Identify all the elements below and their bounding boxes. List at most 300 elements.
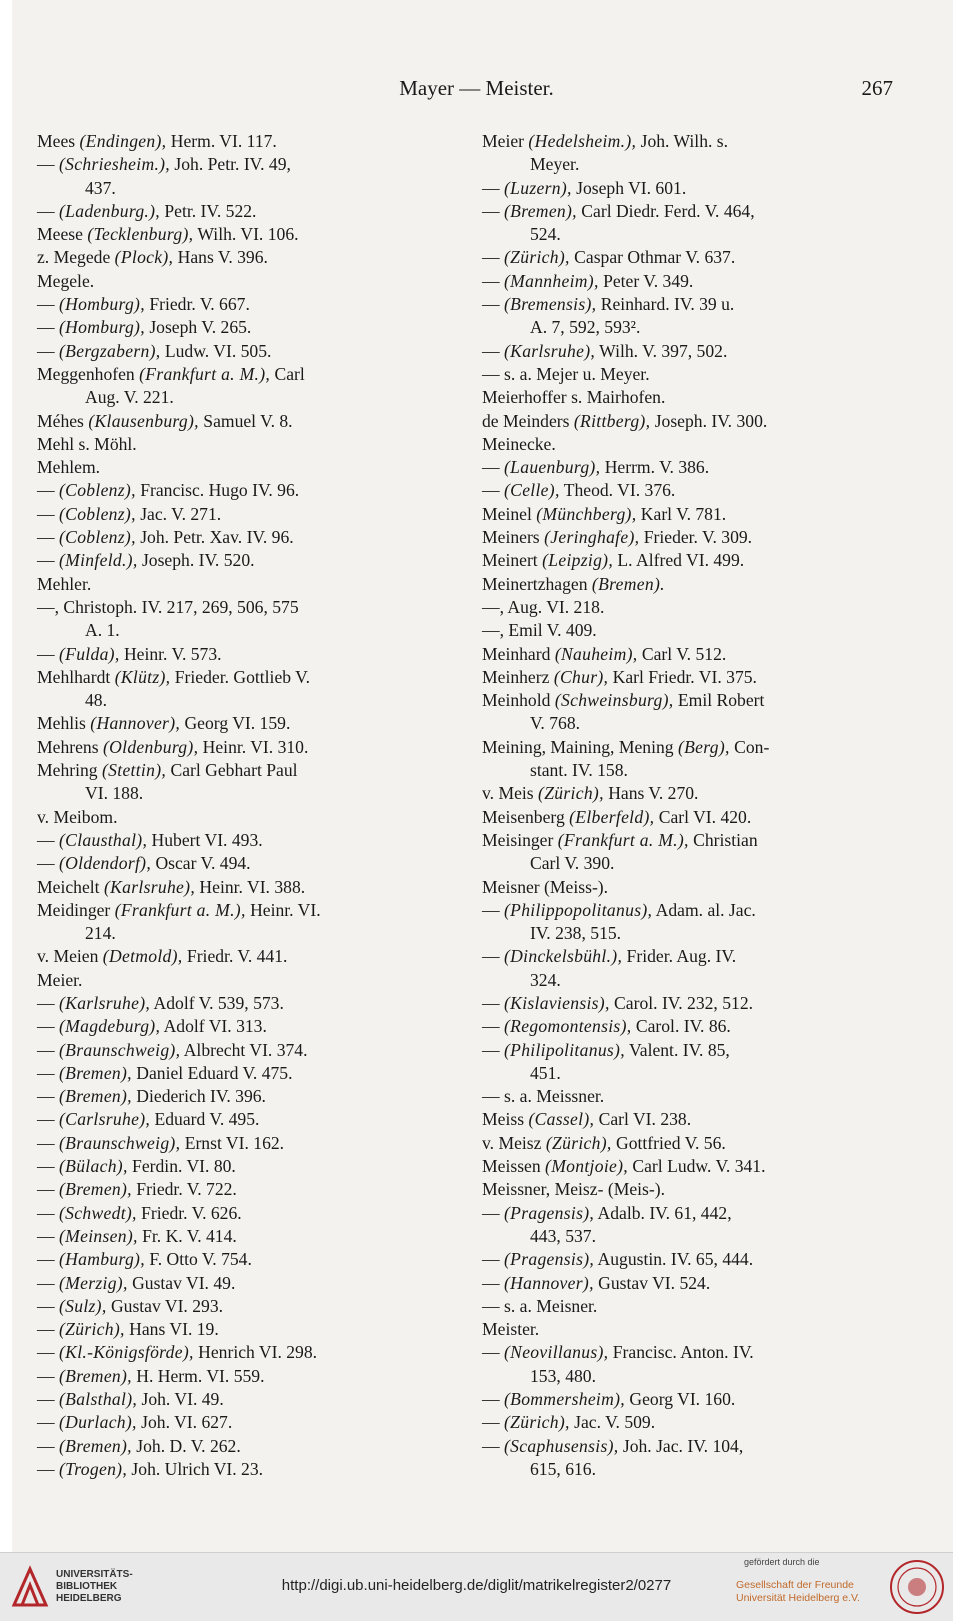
register-entry-line <box>37 433 432 456</box>
register-entry-line <box>37 1318 432 1341</box>
entry-place: (Bülach), <box>59 1156 128 1177</box>
entry-place: (Plock), <box>114 247 174 268</box>
register-entry-line <box>37 689 432 712</box>
register-entry-line <box>37 1458 432 1481</box>
entry-place: (Homburg), <box>59 317 145 338</box>
register-entry-line <box>482 270 897 293</box>
register-entry-line <box>37 1039 432 1062</box>
entry-details: Con- <box>729 736 770 757</box>
entry-details: H. Herm. VI. 559. <box>131 1365 265 1386</box>
entry-details: Hubert VI. 493. <box>147 829 263 850</box>
entry-place: (Magdeburg), <box>59 1016 161 1037</box>
entry-name: Carl V. 390. <box>530 853 615 874</box>
register-entry-line <box>37 316 432 339</box>
register-entry-line <box>482 1108 897 1131</box>
entry-place: (Clausthal), <box>59 829 148 850</box>
entry-name: — <box>482 247 504 268</box>
entry-name: Mees <box>37 131 80 151</box>
page-number: 267 <box>861 76 893 100</box>
register-entry-line <box>482 736 897 759</box>
entry-details: Joh. Petr. IV. 49, <box>170 154 291 175</box>
entry-name: — <box>482 1016 504 1037</box>
entry-details: Wilh. VI. 106. <box>193 224 299 245</box>
entry-details: Friedr. V. 722. <box>131 1179 237 1200</box>
entry-name: — <box>37 1365 59 1386</box>
entry-place: (Frankfurt a. M.), <box>557 829 689 850</box>
entry-place: (Rittberg), <box>573 410 651 431</box>
entry-details: Francisc. Anton. IV. <box>608 1342 754 1363</box>
register-entry-line <box>37 479 432 502</box>
entry-place: (Oldendorf), <box>59 853 152 874</box>
entry-name: — <box>482 200 504 221</box>
register-entry-line <box>482 1085 897 1108</box>
entry-place: (Münchberg), <box>536 503 637 524</box>
register-entry-line <box>482 1062 897 1085</box>
register-entry-line <box>482 1132 897 1155</box>
entry-name: Meierhoffer s. Mairhofen. <box>482 387 666 408</box>
entry-name: Meese <box>37 224 88 245</box>
register-entry-line <box>482 130 897 153</box>
register-entry-line <box>37 829 432 852</box>
entry-name: Meidinger <box>37 899 115 920</box>
entry-name: — <box>37 1016 59 1037</box>
entry-name: — <box>482 340 504 361</box>
entry-name: — <box>37 1458 59 1479</box>
register-entry-line <box>37 1388 432 1411</box>
entry-place: (Sulz), <box>59 1295 107 1316</box>
entry-name: — <box>37 550 59 571</box>
entry-place: (Zürich), <box>538 783 604 804</box>
register-entry-line <box>37 549 432 572</box>
entry-name: Aug. V. 221. <box>85 387 174 408</box>
entry-details: Valent. IV. 85, <box>624 1039 730 1060</box>
register-entry-line <box>482 340 897 363</box>
entry-place: (Braunschweig), <box>59 1132 181 1153</box>
entry-name: Meinhold <box>482 690 555 711</box>
entry-details: Emil Robert <box>673 690 765 711</box>
entry-name: — <box>37 1342 59 1363</box>
entry-name: Meichelt <box>37 876 104 897</box>
entry-details: Adolf V. 539, 573. <box>150 992 284 1013</box>
entry-name: Megele. <box>37 270 95 291</box>
register-entry-line <box>482 316 897 339</box>
entry-place: (Ladenburg.), <box>59 200 160 221</box>
entry-place: (Coblenz), <box>59 480 136 501</box>
register-entry-line <box>482 293 897 316</box>
entry-details: Carl Diedr. Ferd. V. 464, <box>576 200 755 221</box>
entry-details: Carl VI. 420. <box>654 806 752 827</box>
library-line: UNIVERSITÄTS- <box>56 1569 133 1580</box>
entry-place: (Bommersheim), <box>504 1389 625 1410</box>
entry-name: 153, 480. <box>530 1365 596 1386</box>
entry-name: — <box>37 1412 59 1433</box>
register-entry-line <box>37 1295 432 1318</box>
register-entry-line <box>482 619 897 642</box>
register-entry-line <box>482 503 897 526</box>
register-entry-line <box>482 200 897 223</box>
entry-name: Meissen <box>482 1156 546 1177</box>
entry-place: (Endingen), <box>79 131 167 151</box>
entry-details: Joh. Petr. Xav. IV. 96. <box>135 527 294 548</box>
entry-name: — <box>37 1156 59 1177</box>
entry-place: (Oldenburg), <box>102 736 199 757</box>
running-title: Mayer — Meister. <box>399 76 554 100</box>
register-entry-line <box>482 596 897 619</box>
entry-name: — <box>37 1225 59 1246</box>
register-entry-line <box>482 1248 897 1271</box>
register-entry-line <box>37 340 432 363</box>
entry-details: Peter V. 349. <box>598 270 694 291</box>
register-entry-line <box>482 945 897 968</box>
entry-place: (Neovillanus), <box>504 1342 609 1363</box>
register-entry-line <box>37 1248 432 1271</box>
entry-place: (Karlsruhe), <box>103 876 196 897</box>
entry-place: (Pragensis), <box>504 1202 595 1223</box>
register-entry-line <box>37 852 432 875</box>
funded-by-label: gefördert durch die <box>744 1557 820 1567</box>
entry-place: (Bremen), <box>59 1365 132 1386</box>
entry-place: (Coblenz), <box>59 527 136 548</box>
entry-place: (Bremen), <box>59 1435 132 1456</box>
entry-details: Frieder. V. 309. <box>639 527 753 548</box>
register-entry-line <box>37 1225 432 1248</box>
entry-details: Heinr. VI. 310. <box>198 736 309 757</box>
entry-place: (Kislaviensis), <box>504 992 610 1013</box>
entry-place: (Homburg), <box>59 294 145 315</box>
entry-place: (Bremen), <box>504 200 577 221</box>
entry-details: Carl V. 512. <box>637 643 727 664</box>
entry-name: v. Meien <box>37 946 103 967</box>
register-entry-line <box>37 153 432 176</box>
entry-name: — <box>482 1249 504 1270</box>
entry-name: 615, 616. <box>530 1458 596 1479</box>
register-entry-line <box>482 922 897 945</box>
entry-name: — <box>37 1295 59 1316</box>
entry-name: Méhes <box>37 410 89 431</box>
register-entry-line <box>37 1062 432 1085</box>
entry-place: (Karlsruhe), <box>59 992 151 1013</box>
register-entry-line <box>37 503 432 526</box>
entry-details: Wilh. V. 397, 502. <box>595 340 728 361</box>
entry-name: — <box>37 853 59 874</box>
society-line: Gesellschaft der Freunde <box>736 1579 854 1591</box>
entry-details: Albrecht VI. 374. <box>180 1039 308 1060</box>
entry-name: 451. <box>530 1062 561 1083</box>
register-entry-line <box>37 736 432 759</box>
entry-name: —, Aug. VI. 218. <box>482 596 605 617</box>
register-entry-line <box>482 410 897 433</box>
entry-name: Meinherz <box>482 666 554 687</box>
entry-name: Mehring <box>37 760 102 781</box>
register-entry-line <box>37 969 432 992</box>
register-entry-line <box>482 1178 897 1201</box>
entry-place: (Philipolitanus), <box>504 1039 625 1060</box>
entry-details: Henrich VI. 298. <box>193 1342 318 1363</box>
entry-name: 437. <box>85 177 116 198</box>
entry-place: (Zürich), <box>504 1412 570 1433</box>
entry-place: (Bremensis), <box>504 294 597 315</box>
register-entry-line <box>37 1272 432 1295</box>
entry-name: Meinert <box>482 550 543 571</box>
entry-name: IV. 238, 515. <box>530 923 622 944</box>
entry-name: — s. a. Meisner. <box>482 1295 598 1316</box>
entry-name: Meister. <box>482 1319 540 1340</box>
register-entry-line <box>37 899 432 922</box>
register-entry-line <box>482 1365 897 1388</box>
entry-name: Mehrens <box>37 736 103 757</box>
entry-place: (Fulda), <box>59 643 120 664</box>
entry-place: (Hannover), <box>504 1272 594 1293</box>
entry-details: Carl VI. 238. <box>594 1109 692 1130</box>
entry-name: — <box>482 946 504 967</box>
register-entry-line <box>482 549 897 572</box>
entry-name: Mehlhardt <box>37 666 115 687</box>
register-entry-line <box>482 1272 897 1295</box>
register-entry-line <box>482 1458 897 1481</box>
register-entry-line <box>37 386 432 409</box>
register-entry-line <box>482 363 897 386</box>
society-name <box>736 1579 860 1605</box>
entry-place: (Minfeld.), <box>59 550 138 571</box>
entry-details: Petr. IV. 522. <box>159 200 257 221</box>
library-line: HEIDELBERG <box>56 1593 122 1604</box>
entry-details: Diederich IV. 396. <box>131 1086 266 1107</box>
entry-details: Carl Ludw. V. 341. <box>627 1156 766 1177</box>
page-header <box>0 76 953 106</box>
register-entry-line <box>37 596 432 619</box>
entry-name: A. 1. <box>85 620 120 641</box>
entry-name: — <box>482 457 504 478</box>
entry-name: — <box>37 992 59 1013</box>
register-entry-line <box>37 270 432 293</box>
entry-place: (Merzig), <box>59 1272 128 1293</box>
register-entry-line <box>482 1202 897 1225</box>
entry-name: — s. a. Meissner. <box>482 1086 605 1107</box>
entry-name: — <box>37 294 59 315</box>
entry-details: Gottfried V. 56. <box>611 1132 726 1153</box>
entry-name: — <box>482 1039 504 1060</box>
entry-name: — <box>37 1435 59 1456</box>
entry-details: Joh. Jac. IV. 104, <box>618 1435 744 1456</box>
entry-details: Herrm. V. 386. <box>600 457 710 478</box>
entry-name: Meiss <box>482 1109 529 1130</box>
register-entry-line <box>482 1435 897 1458</box>
entry-place: (Bremen). <box>591 573 665 594</box>
register-entry-line <box>482 479 897 502</box>
register-entry-line <box>482 759 897 782</box>
entry-place: (Frankfurt a. M.), <box>139 363 271 384</box>
entry-place: (Hedelsheim.), <box>528 131 637 151</box>
entry-name: — <box>482 1389 504 1410</box>
entry-place: (Montjoie), <box>545 1156 628 1177</box>
register-entry-line <box>37 922 432 945</box>
entry-place: (Kl.-Königsförde), <box>59 1342 194 1363</box>
entry-name: A. 7, 592, 593². <box>530 317 641 338</box>
entry-details: Georg VI. 160. <box>624 1389 736 1410</box>
entry-place: (Luzern), <box>504 177 572 198</box>
entry-name: — <box>37 527 59 548</box>
entry-details: Francisc. Hugo IV. 96. <box>135 480 300 501</box>
entry-name: — <box>37 1062 59 1083</box>
register-entry-line <box>482 246 897 269</box>
entry-name: — <box>37 154 59 175</box>
register-entry-line <box>482 433 897 456</box>
register-entry-line <box>37 363 432 386</box>
register-entry-line <box>37 1341 432 1364</box>
entry-details: Ludw. VI. 505. <box>160 340 272 361</box>
entry-name: z. Megede <box>37 247 115 268</box>
entry-details: Joseph VI. 601. <box>571 177 687 198</box>
footer-bar <box>0 1552 953 1621</box>
entry-place: (Braunschweig), <box>59 1039 181 1060</box>
entry-name: — <box>482 270 504 291</box>
register-entry-line <box>482 1341 897 1364</box>
entry-place: (Zürich), <box>59 1319 125 1340</box>
entry-name: — <box>37 1179 59 1200</box>
register-entry-line <box>37 130 432 153</box>
entry-details: Carol. IV. 86. <box>631 1016 731 1037</box>
entry-name: — <box>37 829 59 850</box>
register-entry-line <box>37 945 432 968</box>
entry-place: (Berg), <box>677 736 730 757</box>
entry-name: — <box>37 480 59 501</box>
entry-place: (Trogen), <box>59 1458 128 1479</box>
entry-details: Jac. V. 271. <box>135 503 222 524</box>
entry-place: (Frankfurt a. M.), <box>114 899 246 920</box>
entry-name: stant. IV. 158. <box>530 760 628 781</box>
entry-details: Ferdin. VI. 80. <box>127 1156 236 1177</box>
entry-details: Adalb. IV. 61, 442, <box>594 1202 732 1223</box>
entry-place: (Balsthal), <box>59 1389 138 1410</box>
register-entry-line <box>482 666 897 689</box>
register-entry-line <box>482 526 897 549</box>
entry-place: (Bremen), <box>59 1179 132 1200</box>
entry-name: — <box>482 992 504 1013</box>
right-column <box>482 130 897 1481</box>
entry-place: (Celle), <box>504 480 560 501</box>
register-entry-line <box>37 712 432 735</box>
entry-details: Adam. al. Jac. <box>652 899 756 920</box>
register-entry-line <box>482 223 897 246</box>
entry-place: (Tecklenburg), <box>87 224 194 245</box>
register-entry-line <box>482 829 897 852</box>
page-url-link[interactable]: http://digi.ub.uni-heidelberg.de/diglit/matrikelregister2/0277 <box>281 1577 672 1594</box>
register-entry-line <box>37 1435 432 1458</box>
entry-name: — <box>482 177 504 198</box>
entry-place: (Chur), <box>553 666 609 687</box>
entry-details: Oscar V. 494. <box>151 853 251 874</box>
entry-name: Meier <box>482 131 529 151</box>
entry-place: (Elberfeld), <box>569 806 655 827</box>
register-entry-line <box>37 666 432 689</box>
entry-name: 524. <box>530 224 561 245</box>
entry-details: F. Otto V. 754. <box>144 1249 252 1270</box>
entry-place: (Scaphusensis), <box>504 1435 619 1456</box>
entry-place: (Lauenburg), <box>504 457 601 478</box>
register-entry-line <box>482 1318 897 1341</box>
entry-place: (Carlsruhe), <box>59 1109 151 1130</box>
register-entry-line <box>37 1132 432 1155</box>
entry-name: —, Emil V. 409. <box>482 620 597 641</box>
entry-details: Augustin. IV. 65, 444. <box>594 1249 754 1270</box>
entry-name: 214. <box>85 923 116 944</box>
entry-name: Meinel <box>482 503 537 524</box>
entry-place: (Zürich), <box>545 1132 612 1153</box>
entry-details: Friedr. V. 441. <box>182 946 288 967</box>
entry-details: Ernst VI. 162. <box>180 1132 285 1153</box>
register-entry-line <box>482 712 897 735</box>
entry-name: — <box>37 1132 59 1153</box>
register-entry-line <box>37 1411 432 1434</box>
entry-place: (Hamburg), <box>59 1249 145 1270</box>
register-entry-line <box>482 456 897 479</box>
entry-place: (Karlsruhe), <box>504 340 596 361</box>
entry-name: — <box>37 1319 59 1340</box>
register-entry-line <box>37 782 432 805</box>
entry-name: 324. <box>530 969 561 990</box>
entry-name: — <box>482 1272 504 1293</box>
entry-name: — <box>482 1342 504 1363</box>
entry-details: Caspar Othmar V. 637. <box>569 247 736 268</box>
entry-details: Carl Gebhart Paul <box>166 760 298 781</box>
entry-name: — <box>37 1039 59 1060</box>
entry-name: Meier. <box>37 969 83 990</box>
entry-name: — <box>37 1249 59 1270</box>
entry-name: Meisinger <box>482 829 558 850</box>
entry-name: v. Meisz <box>482 1132 546 1153</box>
entry-name: — <box>37 200 59 221</box>
entry-name: Meining, Maining, Mening <box>482 736 678 757</box>
entry-name: Meggenhofen <box>37 363 140 384</box>
entry-name: 48. <box>85 690 107 711</box>
entry-details: L. Alfred VI. 499. <box>613 550 745 571</box>
entry-details: Christian <box>688 829 758 850</box>
entry-place: (Philippopolitanus), <box>504 899 653 920</box>
entry-details: Georg VI. 159. <box>180 713 291 734</box>
register-entry-line <box>37 1155 432 1178</box>
entry-name: Meinertzhagen <box>482 573 592 594</box>
register-entry-line <box>37 177 432 200</box>
register-entry-line <box>482 1155 897 1178</box>
entry-name: — <box>482 294 504 315</box>
entry-details: Joseph. IV. 520. <box>137 550 255 571</box>
entry-details: Samuel V. 8. <box>198 410 293 431</box>
entry-name: Meinecke. <box>482 433 556 454</box>
entry-place: (Regomontensis), <box>504 1016 632 1037</box>
register-entry-line <box>482 386 897 409</box>
register-entry-line <box>37 876 432 899</box>
entry-name: — <box>37 1389 59 1410</box>
entry-name: Meisner (Meiss-). <box>482 876 609 897</box>
entry-place: (Dinckelsbühl.), <box>504 946 623 967</box>
entry-place: (Jeringhafe), <box>544 527 640 548</box>
register-entry-line <box>37 223 432 246</box>
entry-details: Heinr. VI. 388. <box>195 876 306 897</box>
entry-details: Gustav VI. 524. <box>593 1272 711 1293</box>
register-entry-line <box>482 969 897 992</box>
register-entry-line <box>37 246 432 269</box>
entry-details: Joh. VI. 49. <box>137 1389 224 1410</box>
register-entry-line <box>37 1178 432 1201</box>
register-entry-line <box>482 1015 897 1038</box>
entry-place: (Bremen), <box>59 1086 132 1107</box>
entry-place: (Bremen), <box>59 1062 132 1083</box>
entry-name: Meiners <box>482 527 545 548</box>
register-entry-line <box>482 1388 897 1411</box>
entry-name: — <box>482 1202 504 1223</box>
entry-name: de Meinders <box>482 410 574 431</box>
entry-name: — <box>37 317 59 338</box>
